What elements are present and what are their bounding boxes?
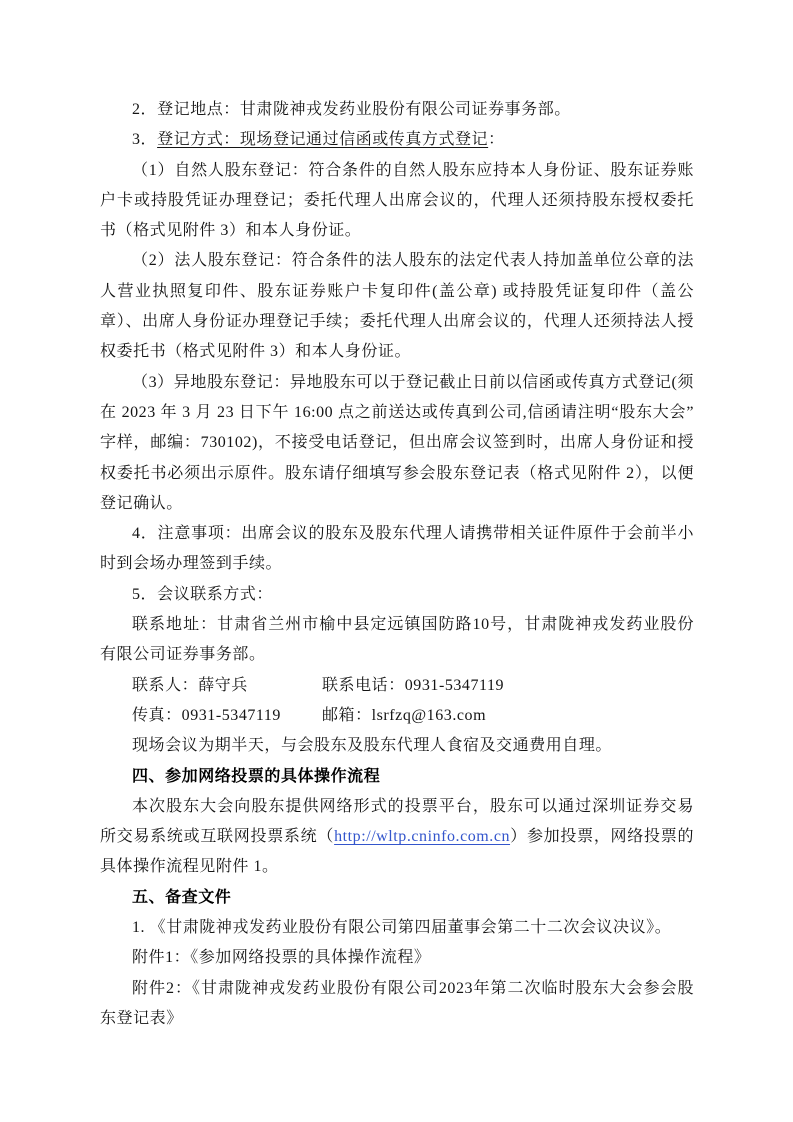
contact-fax: 传真：0931-5347119 (132, 706, 281, 724)
paragraph-registration-location: 2．登记地点：甘肃陇神戎发药业股份有限公司证券事务部。 (132, 101, 571, 118)
online-voting-text-after-link: ）参加投票，网络投票的具体操作流程见附件 1。 (100, 828, 694, 876)
paragraph-attention-notes: 4．注意事项：出席会议的股东及股东代理人请携带相关证件原件于会前半小时到会场办理签到手续。 (100, 525, 694, 573)
contact-row-person-phone (100, 671, 694, 701)
online-voting-text-before-link: 本次股东大会向股东提供网络形式的投票平台，股东可以通过深圳证券交易所交易系统或互联网投票系统（ (100, 797, 694, 846)
contact-email: 邮箱：lsrfzq@163.com (322, 706, 487, 724)
paragraph-remote-shareholder-registration: （3）异地股东登记：异地股东可以于登记截止日前以信函或传真方式登记(须在 2023 年 3 月 23 日下午 16:00 点之前送达或传真到公司,信函请注明“股东大会”字样，邮编：730102)，不接受电话登记，但出席会议签到时，出席人身份证和授权委托书必须出示原件。股东请仔细填写参会股东登记表（格式见附件 2），以便登记确认。 (100, 373, 694, 512)
paragraph-reference-document-1: 1. 《甘肃陇神戎发药业股份有限公司第四届董事会第二十二次会议决议》。 (132, 919, 672, 937)
voting-system-link[interactable]: http://wltp.cninfo.com.cn (334, 828, 511, 846)
contact-phone: 联系电话：0931-5347119 (322, 676, 505, 694)
paragraph-onsite-meeting-note: 现场会议为期半天，与会股东及股东代理人食宿及交通费用自理。 (132, 737, 612, 755)
paragraph-online-voting-platform (100, 792, 694, 883)
section-heading-online-voting-procedure: 四、参加网络投票的具体操作流程 (132, 767, 381, 785)
paragraph-attachment-1: 附件1：《参加网络投票的具体操作流程》 (132, 949, 431, 967)
underlined-registration-method-text: 登记方式：现场登记通过信函或传真方式登记 (157, 131, 489, 149)
contact-person: 联系人：薛守兵 (132, 676, 248, 694)
paragraph-natural-person-registration: （1）自然人股东登记：符合条件的自然人股东应持本人身份证、股东证券账户卡或持股凭证办理登记；委托代理人出席会议的，代理人还须持股东授权委托书（格式见附件 3）和本人身份证。 (100, 161, 694, 240)
paragraph-attachment-2: 附件2：《甘肃陇神戎发药业股份有限公司2023年第二次临时股东大会参会股东登记表》 (100, 979, 694, 1027)
paragraph-registration-method (100, 125, 694, 155)
paragraph-legal-person-registration: （2）法人股东登记：符合条件的法人股东的法定代表人持加盖单位公章的法人营业执照复印件、股东证券账户卡复印件(盖公章) 或持股凭证复印件（盖公章）、出席人身份证办理登记手续；委托代理人出席会议的，代理人还须持法人授权委托书（格式见附件 3）和本人身份证。 (100, 252, 694, 361)
paragraph-contact-method-title: 5．会议联系方式： (132, 585, 273, 603)
contact-row-fax-email (100, 701, 694, 731)
paragraph-contact-address: 联系地址：甘肃省兰州市榆中县定远镇国防路10号，甘肃陇神戎发药业股份有限公司证券事务部。 (100, 616, 694, 664)
section-heading-reference-documents: 五、备查文件 (132, 888, 232, 906)
list-number-3: 3． (132, 131, 158, 149)
registration-method-colon: ： (488, 131, 505, 149)
